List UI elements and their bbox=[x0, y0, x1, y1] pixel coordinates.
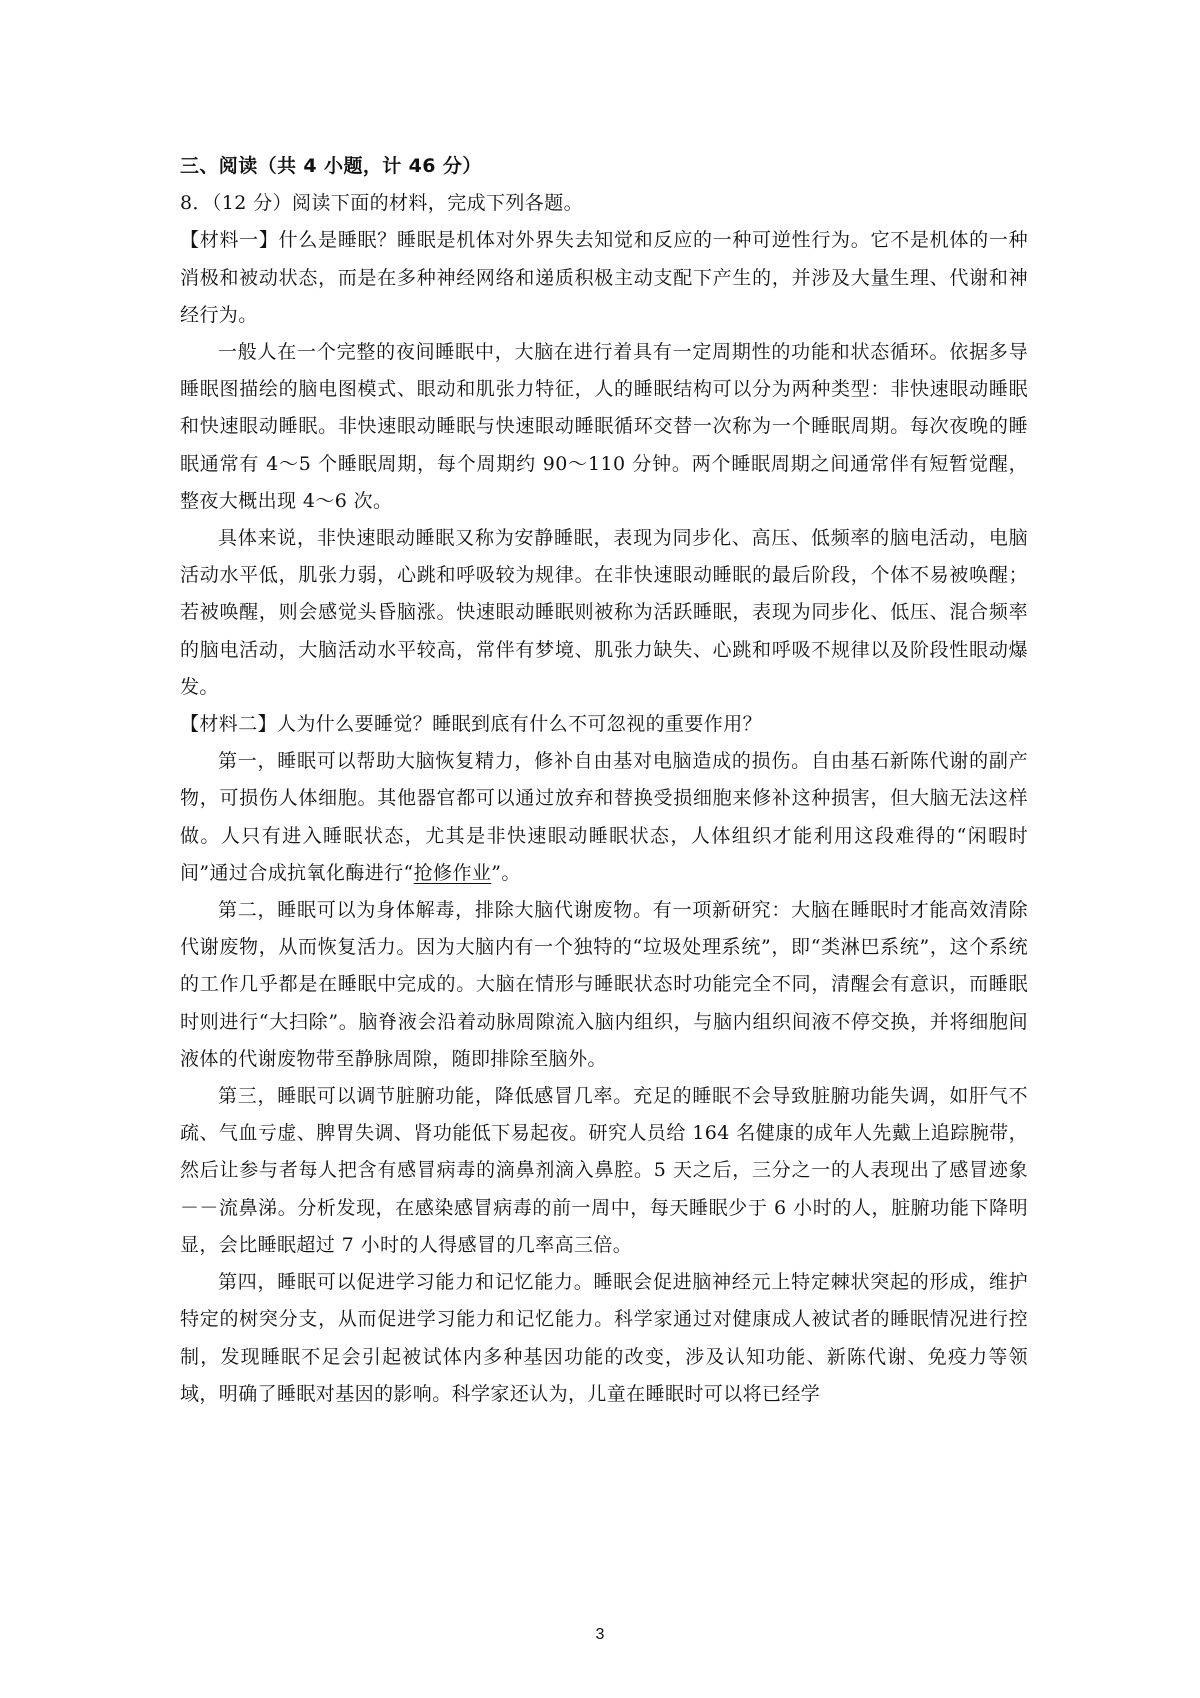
section-heading: 三、阅读（共 4 小题，计 46 分） bbox=[180, 155, 482, 177]
material1-paragraph-3: 具体来说，非快速眼动睡眠又称为安静睡眠，表现为同步化、高压、低频率的脑电活动，电脑活动水平低，肌张力弱，心跳和呼吸较为规律。在非快速眼动睡眠的最后阶段，个体不易被唤醒；若被唤醒，则会感觉头昏脑涨。快速眼动睡眠则被称为活跃睡眠，表现为同步化、低压、混合频率的脑电活动，大脑活动水平较高，常伴有梦境、肌张力缺失、心跳和呼吸不规律以及阶段性眼动爆发。 bbox=[180, 527, 1028, 698]
material2-paragraph-2-text: 第一，睡眠可以帮助大脑恢复精力，修补自由基对电脑造成的损伤。自由基石新陈代谢的副产物，可损伤人体细胞。其他器官都可以通过放弃和替换受损细胞来修补这种损害，但大脑无法这样做。人只有进入睡眠状态，尤其是非快速眼动睡眠状态，人体组织才能利用这段难得的“闲暇时间”通过合成抗氧化酶进行“ bbox=[180, 750, 1028, 884]
material2-paragraph-5: 第四，睡眠可以促进学习能力和记忆能力。睡眠会促进脑神经元上特定棘状突起的形成，维护特定的树突分支，从而促进学习能力和记忆能力。科学家通过对健康成人被试者的睡眠情况进行控制，发现睡眠不足会引起被试体内多种基因功能的改变，涉及认知功能、新陈代谢、免疫力等领域，明确了睡眠对基因的影响。科学家还认为，儿童在睡眠时可以将已经学 bbox=[180, 1271, 1028, 1405]
material1-paragraph-2: 一般人在一个完整的夜间睡眠中，大脑在进行着具有一定周期性的功能和状态循环。依据多导睡眠图描绘的脑电图模式、眼动和肌张力特征，人的睡眠结构可以分为两种类型：非快速眼动睡眠和快速眼动睡眠。非快速眼动睡眠与快速眼动睡眠循环交替一次称为一个睡眠周期。每次夜晚的睡眠通常有 4～5 个睡眠周期，每个周期约 90～110 分钟。两个睡眠周期之间通常伴有短暂觉醒，整夜大概出现 4～6 次。 bbox=[180, 341, 1028, 512]
material2-paragraph-1: 【材料二】人为什么要睡觉？睡眠到底有什么不可忽视的重要作用？ bbox=[180, 713, 763, 736]
material2-paragraph-2 bbox=[180, 743, 1028, 892]
material2-paragraph-2-end: ”。 bbox=[491, 861, 521, 884]
page-content bbox=[180, 148, 1028, 1413]
material2-paragraph-4: 第三，睡眠可以调节脏腑功能，降低感冒几率。充足的睡眠不会导致脏腑功能失调，如肝气不疏、气血亏虚、脾胃失调、肾功能低下易起夜。研究人员给 164 名健康的成年人先戴上追踪腕带，然后让参与者每人把含有感冒病毒的滴鼻剂滴入鼻腔。5 天之后，三分之一的人表现出了感冒迹象－－流鼻涕。分析发现，在感染感冒病毒的前一周中，每天睡眠少于 6 小时的人，脏腑功能下降明显，会比睡眠超过 7 小时的人得感冒的几率高三倍。 bbox=[180, 1085, 1028, 1256]
material2-paragraph-3: 第二，睡眠可以为身体解毒，排除大脑代谢废物。有一项新研究：大脑在睡眠时才能高效清除代谢废物，从而恢复活力。因为大脑内有一个独特的“垃圾处理系统”，即“类淋巴系统”，这个系统的工作几乎都是在睡眠中完成的。大脑在情形与睡眠状态时功能完全不同，清醒会有意识，而睡眠时则进行“大扫除”。脑脊液会沿着动脉周隙流入脑内组织，与脑内组织间液不停交换，并将细胞间液体的代谢废物带至静脉周隙，随即排除至脑外。 bbox=[180, 899, 1028, 1070]
question-prompt: 8．（12 分）阅读下面的材料，完成下列各题。 bbox=[180, 192, 584, 215]
material1-paragraph-1: 【材料一】什么是睡眠？睡眠是机体对外界失去知觉和反应的一种可逆性行为。它不是机体的一种消极和被动状态，而是在多种神经网络和递质积极主动支配下产生的，并涉及大量生理、代谢和神经行为。 bbox=[180, 229, 1028, 326]
underlined-phrase: 抢修作业 bbox=[413, 861, 492, 884]
page-number: 3 bbox=[595, 1626, 605, 1643]
